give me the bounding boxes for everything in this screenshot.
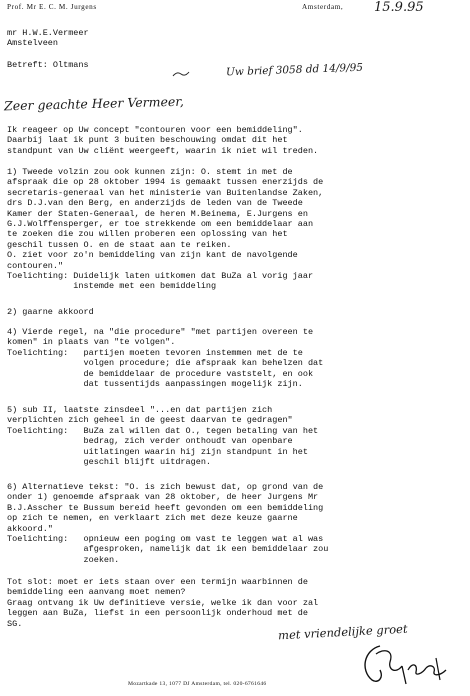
- section-2: 2) gaarne akkoord: [7, 307, 94, 317]
- section-6: 6) Alternatieve tekst: "O. is zich bewust dat, op grond van de onder 1) genoemde afspraak van 28 oktober, de heer Jurgens Mr B.J.Asscher te Bussum bereid heeft gevonden om een bemiddeling op zich te nemen, en verklaart zich met deze keuze gaarne akkoord." Toelichting: opnieuw een poging om vast te leggen wat al was afgesproken, namelijk dat ik een bemiddelaar zou zoeken.: [7, 482, 329, 565]
- intro-paragraph: Ik reageer op Uw concept "contouren voor een bemiddeling". Daarbij laat ik punt 3 buiten beschouwing omdat dit het standpunt van Uw cliënt weergeeft, waarin ik niet wil treden.: [7, 125, 319, 156]
- section-4: 4) Vierde regel, na "die procedure" "met partijen overeen te komen" in plaats van "te volgen". Toelichting: partijen moeten tevoren instemmen met de te volgen procedure; die afspraak kan behelzen dat de bemiddelaar de procedure vaststelt, en ook dat tussentijds aanpassingen mogelijk zijn.: [7, 327, 324, 390]
- handwritten-salutation: Zeer geachte Heer Vermeer,: [3, 93, 185, 114]
- handwritten-reference: Uw brief 3058 dd 14/9/95: [225, 61, 364, 79]
- handwritten-date: 15.9.95: [374, 0, 424, 15]
- recipient-address: [7, 28, 89, 49]
- section-1: 1) Tweede volzin zou ook kunnen zijn: O. stemt in met de afspraak die op 28 oktober 1994 is gemaakt tussen enerzijds de secretaris-generaal van het ministerie van Buitenlandse Zaken, drs D.J.van den Berg, en anderzijds de leden van de Tweede Kamer der Staten-Generaal, de heren M.Beinema, E.Jurgens en G.J.Wolffensperger, er toe strekkende om een bemiddelaar aan te zoeken die zou willen proberen een oplossing van het geschil tussen O. en de staat aan te reiken. O. ziet voor zo'n bemiddeling van zijn kant de navolgende contouren." Toelichting: Duidelijk laten uitkomen dat BuZa al vorig jaar instemde met een bemiddeling: [7, 167, 324, 292]
- letterhead-place: Amsterdam,: [302, 3, 344, 11]
- letterhead-footer-address: Mozartkade 13, 1077 DJ Amsterdam, tel. 020-6761646: [128, 681, 267, 687]
- section-5: 5) sub II, laatste zinsdeel "...en dat partijen zich verplichten zich geheel in de geest daarvan te gedragen" Toelichting: BuZa zal willen dat O., tegen betaling van het bedrag, zich verder onthoudt van openbare uitlatingen waarin hij zijn standpunt in het geschil blijft uitdragen.: [7, 405, 319, 468]
- handwritten-tilde-mark: [172, 70, 190, 78]
- closing-paragraph: Tot slot: moet er iets staan over een termijn waarbinnen de bemiddeling een aanvang moet nemen? Graag ontvang ik Uw definitieve versie, welke ik dan voor zal leggen aan BuZa, liefst in een persoonlijk onderhoud met de SG.: [7, 577, 319, 629]
- handwritten-closing: met vriendelijke groet: [277, 621, 408, 643]
- handwritten-signature: [350, 640, 460, 688]
- subject-line: Betreft: Oltmans: [7, 60, 89, 70]
- letterhead-sender: Prof. Mr E. C. M. Jurgens: [7, 3, 97, 11]
- recipient-city: Amstelveen: [7, 38, 59, 49]
- recipient-name: mr H.W.E.Vermeer: [7, 28, 89, 38]
